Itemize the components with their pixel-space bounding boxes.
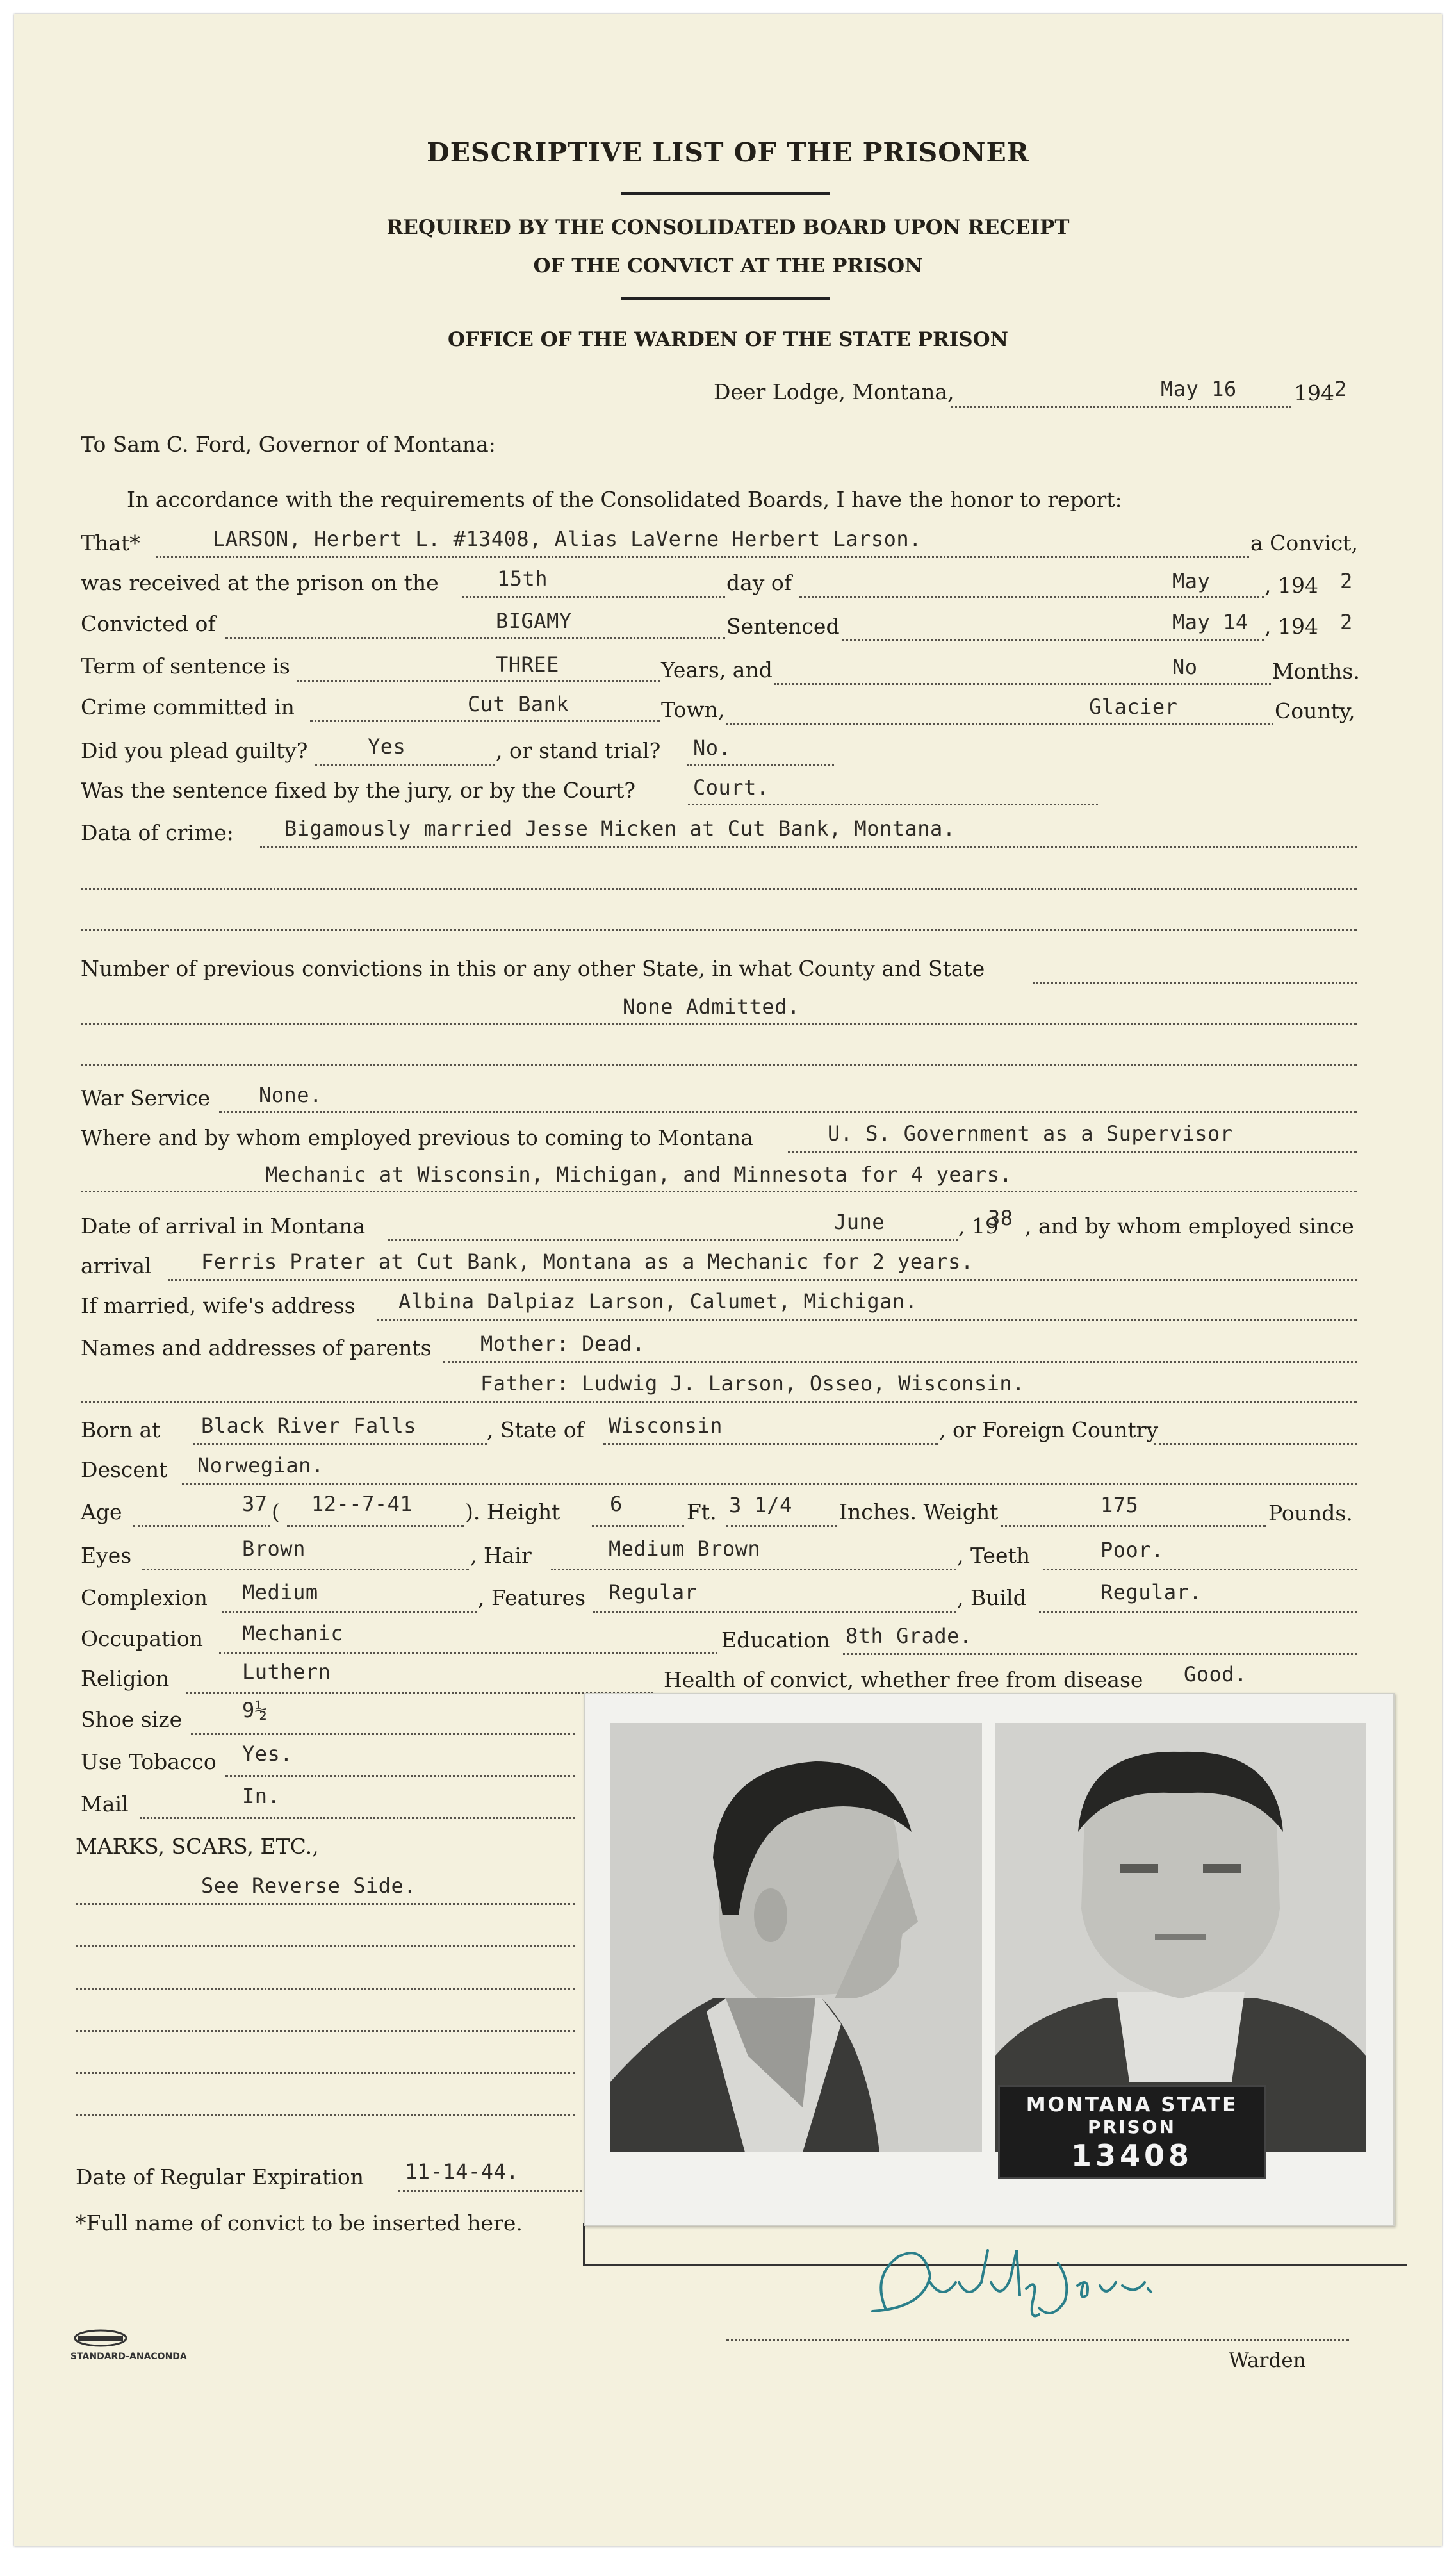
crime-data-line-1 [260,846,1357,848]
hair-label: , Hair [470,1543,532,1568]
printer-logo-icon [72,2327,129,2349]
header-line-3: OFFICE OF THE WARDEN OF THE STATE PRISON [448,328,1008,351]
education-line [843,1653,1357,1655]
received-label: was received at the prison on the [81,570,439,595]
complexion-line [222,1611,477,1613]
received-day: 15th [497,566,548,591]
build-label: , Build [957,1585,1027,1610]
term-months-line [774,683,1271,685]
age-line [133,1525,270,1527]
expiration-line [398,2190,582,2192]
previous-line-1 [1033,982,1357,984]
mother: Mother: Dead. [480,1331,645,1356]
sentenced-year-prefix: , 194 [1264,614,1318,639]
sentenced-year-digit: 2 [1340,610,1353,634]
frame-left-line [583,2223,585,2264]
build: Regular. [1100,1580,1202,1604]
born-line [193,1443,487,1445]
expiration-date: 11-14-44. [405,2159,519,2184]
printer-mark: STANDARD-ANACONDA [70,2352,187,2362]
tobacco-label: Use Tobacco [81,1749,217,1774]
mugshot-photo [584,1693,1395,2226]
height-feet: 6 [610,1492,623,1516]
mail-label: Mail [81,1792,129,1817]
header-rule [621,297,830,300]
expiration-label: Date of Regular Expiration [76,2164,364,2189]
height-label: ). Height [465,1499,560,1524]
header-line-1: REQUIRED BY THE CONSOLIDATED BOARD UPON RECEIPT [386,216,1070,239]
foreign-line [1154,1443,1357,1445]
title-rule [621,192,830,195]
descent: Norwegian. [197,1453,324,1478]
age-label: Age [81,1499,122,1524]
fixed-line [688,804,1098,805]
plea-answer: Yes [368,734,406,759]
name-line [156,556,1249,558]
plate-number: 13408 [1070,2138,1193,2173]
shoe-size: 9½ [242,1698,268,1722]
inches-label: Inches. Weight [839,1499,999,1524]
birthplace: Black River Falls [201,1413,417,1438]
occupation-label: Occupation [81,1626,204,1651]
date-line [951,406,1291,408]
warden-signature [847,2237,1206,2327]
shoe-line [191,1733,575,1735]
age: 37 [242,1492,268,1516]
sentenced-date: May 14 [1172,610,1248,634]
employed-line-2 [81,1191,1357,1192]
plate-line-1: MONTANA STATE [1026,2093,1238,2116]
arrival-year-prefix: , 19 [958,1214,999,1239]
convict-name: LARSON, Herbert L. #13408, Alias LaVerne Herbert Larson. [213,527,922,551]
education: 8th Grade. [846,1624,972,1648]
employed-before-1: U. S. Government as a Supervisor [828,1121,1233,1146]
war-line [219,1111,1357,1113]
weight-line [1001,1525,1266,1527]
marks-line-5 [76,2072,575,2074]
shoe-label: Shoe size [81,1707,183,1732]
marks-line-1 [76,1903,575,1905]
term-months: No [1172,655,1198,679]
eyes-line [142,1569,469,1570]
arrival-employer: Ferris Prater at Cut Bank, Montana as a Mechanic for 2 years. [201,1249,974,1274]
term-years: THREE [496,652,559,677]
that-suffix: a Convict, [1250,531,1358,556]
crime-place-label: Crime committed in [81,695,295,720]
descent-label: Descent [81,1457,168,1482]
war-label: War Service [81,1085,211,1110]
teeth-line [1043,1569,1357,1570]
marks-line-3 [76,1988,575,1990]
marks: See Reverse Side. [201,1874,417,1898]
wife-line [377,1319,1357,1321]
dob-line [287,1525,464,1527]
features: Regular [609,1580,698,1604]
marks-line-4 [76,2030,575,2032]
state-line [603,1443,938,1445]
hair: Medium Brown [609,1537,761,1561]
occupation: Mechanic [242,1621,344,1645]
pounds-label: Pounds. [1268,1501,1353,1526]
header-line-2: OF THE CONVICT AT THE PRISON [533,254,923,277]
employed-before-label: Where and by whom employed previous to coming to Montana [81,1125,753,1150]
sentenced-line [842,639,1264,641]
report-year-digit: 2 [1334,377,1347,401]
religion-label: Religion [81,1666,170,1691]
intro-text: In accordance with the requirements of the Consolidated Boards, I have the honor to report: [127,487,1122,512]
previous-line-2 [81,1023,1357,1025]
crime-county: Glacier [1089,695,1178,719]
salutation: To Sam C. Ford, Governor of Montana: [81,432,496,457]
tobacco-line [225,1775,575,1777]
plea-label: Did you plead guilty? [81,738,308,763]
war-service: None. [259,1083,322,1107]
father: Father: Ludwig J. Larson, Osseo, Wisconsin. [480,1371,1025,1396]
crime-data: Bigamously married Jesse Micken at Cut Bank, Montana. [284,816,956,841]
foreign-label: , or Foreign Country [939,1417,1159,1442]
born-label: Born at [81,1417,161,1442]
trial-line [687,764,834,766]
feet-label: Ft. [687,1499,717,1524]
plate-line-2: PRISON [1088,2116,1176,2138]
footnote: *Full name of convict to be inserted here. [76,2211,523,2236]
crime-data-line-2 [81,888,1357,890]
crime-county-label: County, [1275,698,1355,723]
health: Good. [1184,1662,1247,1686]
health-label: Health of convict, whether free from disease [664,1667,1143,1692]
parents-label: Names and addresses of parents [81,1335,432,1360]
crime-town: Cut Bank [468,692,569,716]
complexion-label: Complexion [81,1585,208,1610]
received-month-line [799,596,1264,598]
warden-title: Warden [1229,2349,1306,2372]
state-label: , State of [487,1417,584,1442]
crime-data-line-3 [81,929,1357,931]
term-months-label: Months. [1272,659,1360,684]
marks-line-6 [76,2114,575,2116]
signature-line [726,2339,1349,2341]
crime-data-label: Data of crime: [81,820,234,845]
received-year-digit: 2 [1340,569,1353,593]
occupation-line [219,1652,717,1654]
mail: In. [242,1784,281,1808]
prison-number-plate [998,2085,1266,2179]
parents-line-1 [443,1361,1357,1363]
eyes-label: Eyes [81,1543,132,1568]
previous-line-3 [81,1064,1357,1066]
wife-label: If married, wife's address [81,1293,356,1318]
teeth-label: , Teeth [957,1543,1031,1568]
that-label: That* [81,531,140,556]
term-years-label: Years, and [661,657,773,682]
wife-address: Albina Dalpiaz Larson, Calumet, Michigan. [398,1289,918,1314]
trial-label: , or stand trial? [496,738,661,763]
features-label: , Features [478,1585,586,1610]
convicted-line [225,637,725,639]
hair-line [551,1569,956,1570]
employed-line-1 [788,1151,1357,1153]
place-label: Deer Lodge, Montana, [714,379,954,404]
mail-line [140,1817,575,1819]
document-title: DESCRIPTIVE LIST OF THE PRISONER [427,137,1029,168]
teeth: Poor. [1100,1538,1164,1562]
front-photo [995,1723,1366,2173]
arrival-employer-line [168,1279,1357,1281]
crime-county-line [726,723,1273,725]
crime-town-line [310,720,660,722]
employed-before-2: Mechanic at Wisconsin, Michigan, and Minnesota for 4 years. [265,1162,1013,1187]
arrival-year: 38 [988,1206,1013,1230]
arrival-month: June [834,1210,885,1234]
convicted-label: Convicted of [81,611,216,636]
received-day-line [462,596,725,598]
religion: Luthern [242,1660,331,1684]
fixed-label: Was the sentence fixed by the jury, or by the Court? [81,778,636,803]
descent-line [182,1483,1357,1485]
arrival-label: Date of arrival in Montana [81,1214,366,1239]
convicted-of: BIGAMY [496,609,572,633]
birth-state: Wisconsin [609,1413,723,1438]
dob: 12--7-41 [311,1492,413,1516]
build-line [1039,1611,1357,1613]
arrival-since-label: , and by whom employed since [1025,1214,1354,1239]
profile-photo [610,1723,982,2152]
marks-label: MARKS, SCARS, ETC., [76,1834,319,1859]
term-years-line [297,680,660,682]
marks-line-2 [76,1945,575,1947]
arrival-word: arrival [81,1253,152,1278]
received-month: May [1172,569,1211,593]
tobacco: Yes. [242,1742,293,1766]
document-sheet [14,14,1442,2546]
eyes: Brown [242,1537,306,1561]
arrival-line [388,1239,958,1241]
trial-answer: No. [693,736,732,760]
report-year-prefix: 194 [1294,381,1334,406]
education-label: Education [721,1628,830,1652]
sentenced-label: Sentenced [726,614,840,639]
profile-portrait-icon [610,1723,982,2152]
report-date: May 16 [1161,377,1237,401]
parents-line-2 [81,1401,1357,1403]
received-year-prefix: , 194 [1264,573,1318,598]
features-line [593,1611,956,1613]
height-inches: 3 1/4 [729,1493,792,1517]
fixed-answer: Court. [693,775,769,800]
previous-label: Number of previous convictions in this or any other State, in what County and State [81,956,985,981]
previous-convictions: None Admitted. [623,994,800,1019]
crime-town-label: Town, [661,697,725,722]
inches-line [726,1525,837,1527]
term-label: Term of sentence is [81,654,290,679]
feet-line [592,1525,684,1527]
complexion: Medium [242,1580,318,1604]
received-day-of: day of [726,570,792,595]
age-paren: ( [272,1499,280,1524]
weight: 175 [1100,1493,1139,1517]
plea-line [315,764,495,766]
